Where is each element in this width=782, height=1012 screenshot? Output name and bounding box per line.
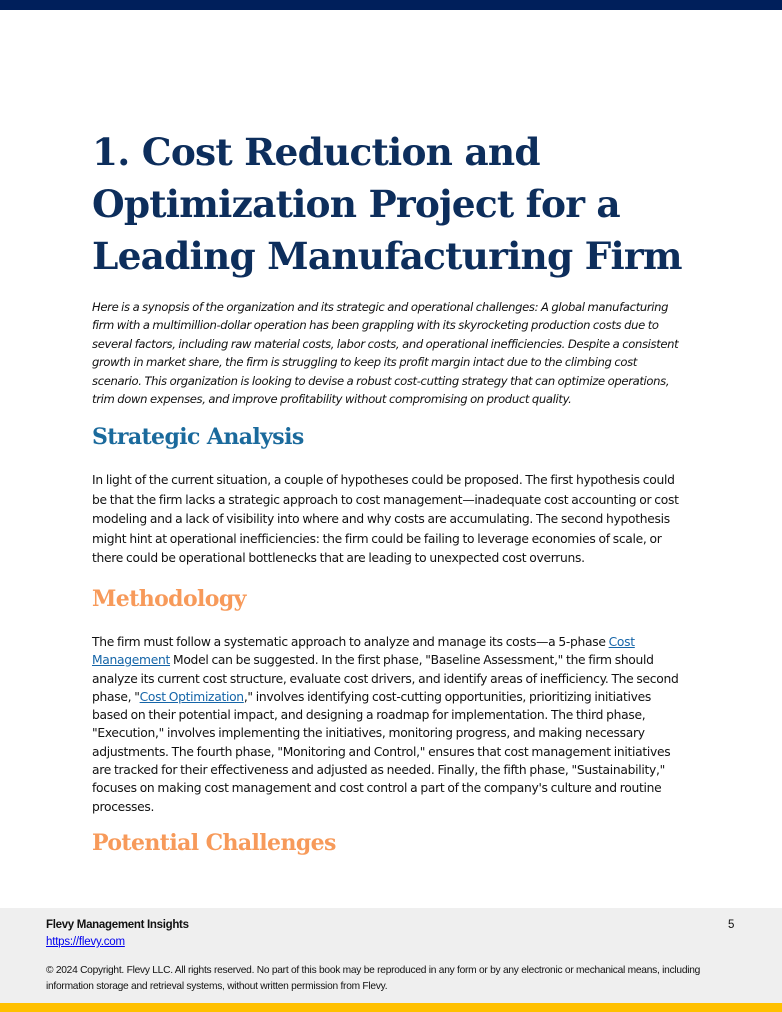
top-accent-bar xyxy=(0,0,782,10)
heading-methodology: Methodology xyxy=(92,585,246,612)
page-content xyxy=(92,126,688,857)
cost-management-link[interactable]: Cost Management xyxy=(92,634,635,668)
methodology-text-3: ," involves identifying cost-cutting opportunities, prioritizing initiatives based on their potential impact, and designing a roadmap for implementation. The third phase, "Execution," involves implementing the initiatives, monitoring progress, and making necessary adjustments. The fourth phase, "Monitoring and Control," ensures that cost management initiatives are tracked for their effectiveness and adjusted as needed. Finally, the fifth phase, "Sustainability," focuses on making cost management and cost control a part of the company's culture and routine processes. xyxy=(92,689,671,814)
strategic-analysis-paragraph: In light of the current situation, a couple of hypotheses could be proposed. The first hypothesis could be that the firm lacks a strategic approach to cost management—inadequate cost accounting or cost modeling and a lack of visibility into where and why costs are accumulating. The second hypothesis might hint at operational inefficiencies: the firm could be failing to leverage economies of scale, or there could be operational bottlenecks that are leading to unexpected cost overruns. xyxy=(92,473,679,566)
methodology-text-1: The firm must follow a systematic approach to analyze and manage its costs—a 5-phase xyxy=(92,634,609,649)
cost-optimization-link[interactable]: Cost Optimization xyxy=(139,689,244,704)
synopsis-paragraph: Here is a synopsis of the organization and its strategic and operational challenges: A global manufacturing firm with a multimillion-dollar operation has been grappling with its skyrocketing production costs due to several factors, including raw material costs, labor costs, and operational inefficiencies. Despite a consistent growth in market share, the firm is struggling to keep its profit margin intact due to the climbing cost scenario. This organization is looking to devise a robust cost-cutting strategy that can optimize operations, trim down expenses, and improve profitability without compromising on product quality. xyxy=(92,300,679,407)
page-title: 1. Cost Reduction and Optimization Project for a Leading Manufacturing Firm xyxy=(92,130,682,278)
heading-potential-challenges: Potential Challenges xyxy=(92,829,336,856)
heading-strategic-analysis: Strategic Analysis xyxy=(92,424,304,451)
bottom-accent-bar xyxy=(0,1003,782,1012)
footer-website-link[interactable]: https://flevy.com xyxy=(46,936,125,948)
methodology-paragraph xyxy=(92,633,688,816)
footer-brand: Flevy Management Insights xyxy=(46,919,189,931)
methodology-text-2: Model can be suggested. In the first phase, "Baseline Assessment," the firm should analyze its current cost structure, evaluate cost drivers, and identify areas of inefficiency. The second phase, " xyxy=(92,653,679,704)
page-number: 5 xyxy=(728,919,735,931)
page-footer xyxy=(0,908,782,1003)
copyright-notice: © 2024 Copyright. Flevy LLC. All rights reserved. No part of this book may be reproduced in any form or by any electronic or mechanical means, including information storage and retrieval systems, without written permission from Flevy. xyxy=(46,965,701,992)
